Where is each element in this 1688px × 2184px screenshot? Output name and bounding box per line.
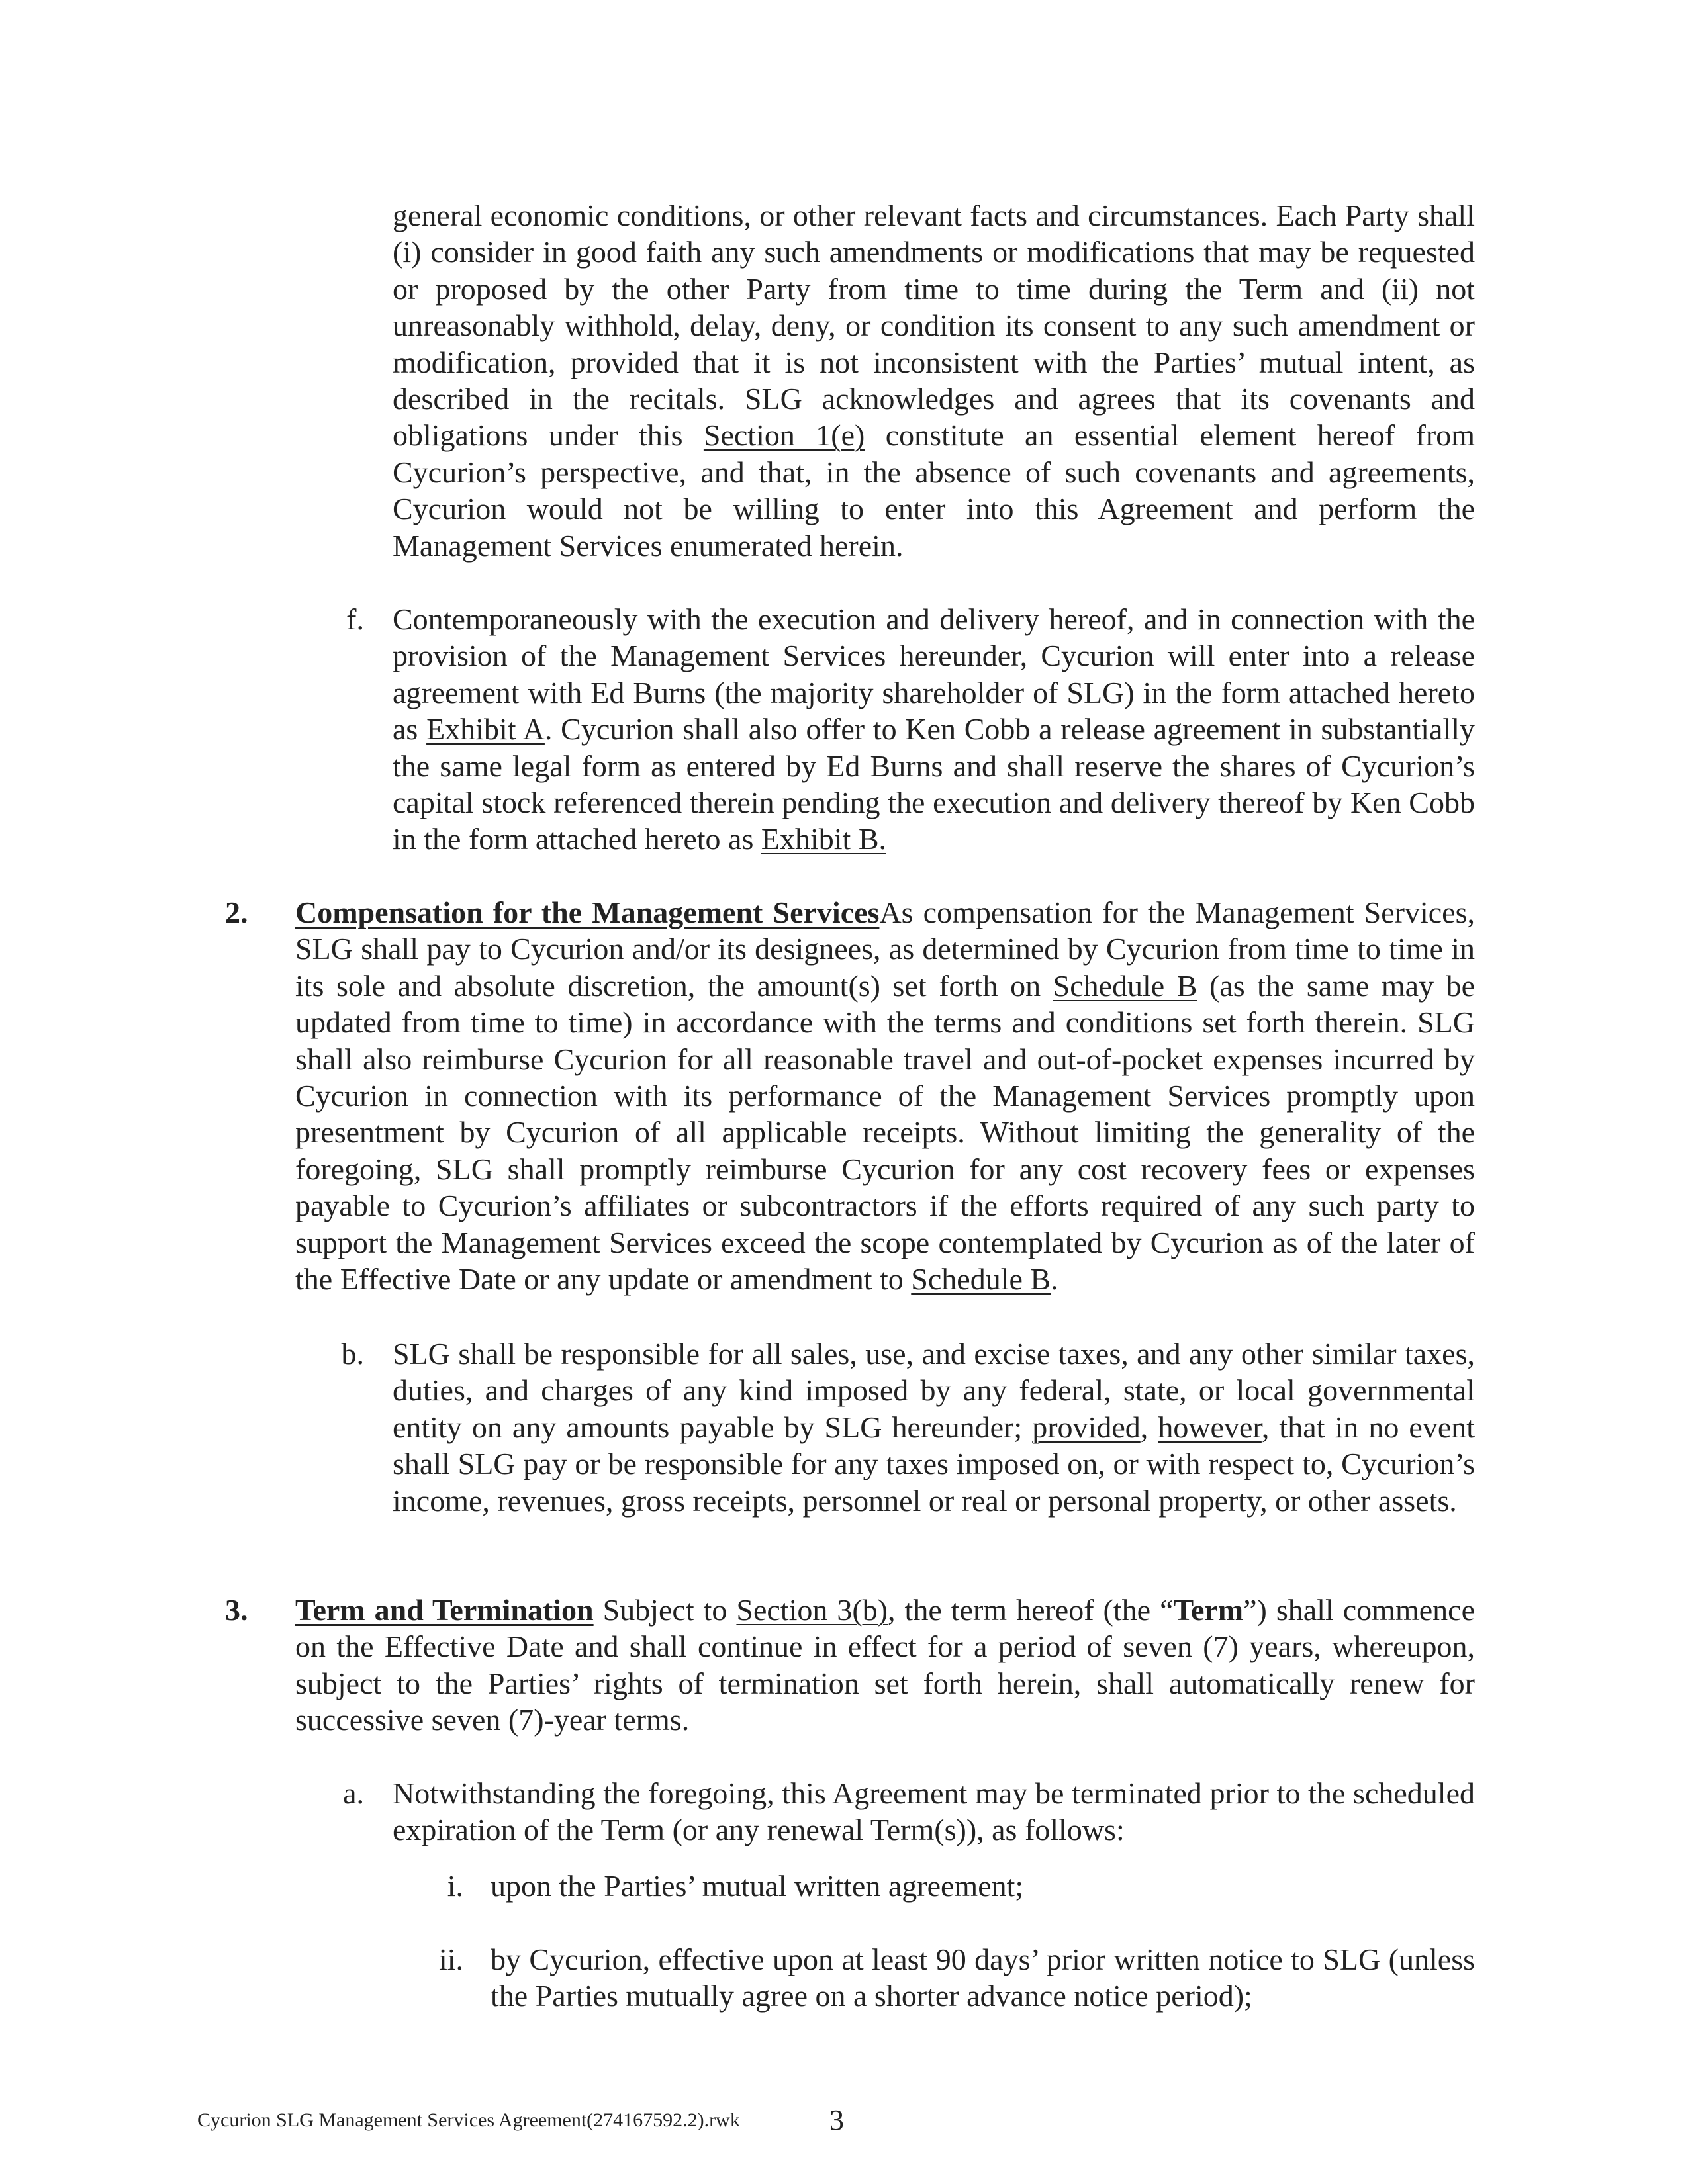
paragraph-text: constitute an essential element hereof from Cycurion’s perspective, and that, in the absence of such covenants and agreements, Cycurion would not be willing to enter into this Agreement and perform the Management Services enumerated herein. [393,418,1475,563]
list-marker-i: i. [447,1869,463,1903]
exhibit-a-link[interactable]: Exhibit A [426,712,545,747]
clause-i [491,1868,1475,1904]
clause-b [393,1336,1475,1519]
paragraph-text: As compensation for the Management Services, SLG shall pay to Cycurion and/or its designees, as determined by Cycurion from time to time in its sole and absolute discretion, the amount(s) set forth on [295,895,1475,1003]
paragraph-text: by Cycurion, effective upon at least 90 days’ prior written notice to SLG (unless the Parties mutually agree on a shorter advance notice period); [491,1942,1475,2013]
page-number: 3 [829,2104,844,2136]
paragraph-text: general economic conditions, or other relevant facts and circumstances. Each Party shall (i) consider in good faith any such amendments or modifications that may be requested or proposed by the other Party from time to time during the Term and (ii) not unreasonably withhold, delay, deny, or condition its consent to any such amendment or modification, provided that it is not inconsistent with the Parties’ mutual intent, as described in the recitals. SLG acknowledges and agrees that its covenants and obligations under this [393,199,1475,453]
clause-ii [491,1941,1475,2015]
paragraph-text: Notwithstanding the foregoing, this Agreement may be terminated prior to the scheduled expiration of the Term (or any renewal Term(s)), as follows: [393,1776,1475,1847]
paragraph-text: Contemporaneously with the execution and delivery hereof, and in connection with the provision of the Management Services hereunder, Cycurion will enter into a release agreement with Ed Burns (the majority shareholder of SLG) in the form attached hereto as [393,602,1475,747]
paragraph-text: upon the Parties’ mutual written agreement; [491,1869,1024,1903]
section-3-term [295,1592,1475,1739]
paragraph-text: ”) shall commence on the Effective Date and shall continue in effect for a period of seven (7) years, whereupon, subject to the Parties’ rights of termination set forth herein, shall automatically renew for successive seven (7)-year terms. [295,1593,1475,1737]
defined-term: Term [1173,1593,1244,1627]
exhibit-b-link[interactable]: Exhibit B. [761,822,886,856]
paragraph-text: . Cycurion shall also offer to Ken Cobb a release agreement in substantially the same legal form as entered by Ed Burns and shall reserve the shares of Cycurion’s capital stock referenced therein pending the execution and delivery thereof by Ken Cobb in the form attached hereto as [393,712,1475,856]
section-reference-link[interactable]: Section 1(e) [703,418,865,453]
list-marker-b: b. [341,1337,364,1371]
section-reference-link[interactable]: Section 3(b) [736,1593,888,1627]
list-marker-ii: ii. [438,1942,463,1976]
paragraph-text: (as the same may be updated from time to time) in accordance with the terms and conditions set forth therein. SLG shall also reimburse Cycurion for all reasonable travel and out-of-pocket expenses incurred by Cycurion in connection with its performance of the Management Services promptly upon presentment by Cycurion of all applicable receipts. Without limiting the generality of the foregoing, SLG shall promptly reimburse Cycurion for any cost recovery fees or expenses payable to Cycurion’s affiliates or subcontractors if the efforts required of any such party to support the Management Services exceed the scope contemplated by Cycurion as of the later of the Effective Date or any update or amendment to [295,968,1476,1297]
paragraph-text: , [1140,1410,1158,1444]
section-number-2: 2. [225,895,248,929]
section-heading: Compensation for the Management Services [295,895,880,929]
section-number-3: 3. [225,1593,248,1627]
paragraph-text: , that in no event shall SLG pay or be responsible for any taxes imposed on, or with respect to, Cycurion’s income, revenues, gross receipts, personnel or real or personal property, or other assets. [393,1410,1476,1518]
clause-f [393,601,1475,858]
list-marker-a: a. [343,1776,364,1810]
paragraph-text: . [1051,1262,1058,1297]
paragraph-text: , the term hereof (the “ [888,1593,1174,1627]
continuation-paragraph [393,197,1475,564]
paragraph-text: Subject to [593,1593,737,1627]
paragraph-text: SLG shall be responsible for all sales, use, and excise taxes, and any other similar taxes, duties, and charges of any kind imposed by any federal, state, or local governmental entity on any amounts payable by SLG hereunder; [393,1337,1475,1444]
however-term: however [1158,1410,1262,1444]
section-heading: Term and Termination [295,1593,594,1627]
section-2-compensation [295,894,1475,1297]
list-marker-f: f. [346,602,364,636]
footer-document-id: Cycurion SLG Management Services Agreement(274167592.2).rwk [197,2109,740,2131]
schedule-b-link[interactable]: Schedule B [1053,968,1197,1003]
clause-a [393,1775,1475,1848]
provided-term: provided [1032,1410,1141,1444]
schedule-b-link[interactable]: Schedule B [911,1262,1051,1297]
